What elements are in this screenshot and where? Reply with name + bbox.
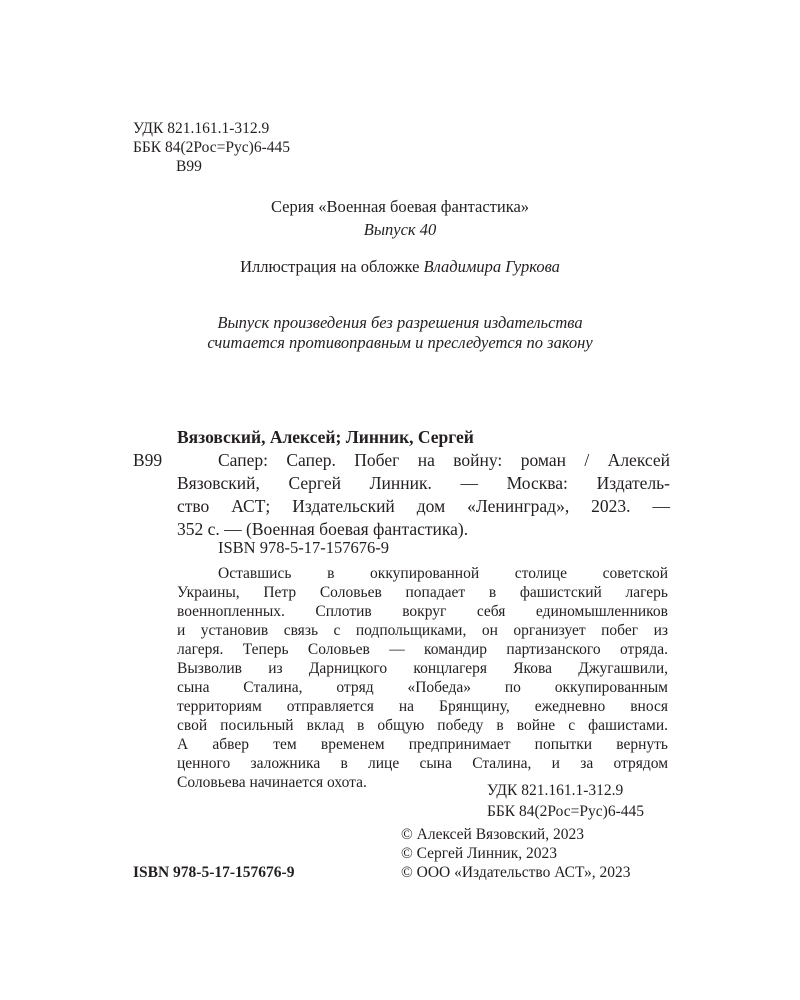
series-title: Серия «Военная боевая фантастика» (270, 197, 530, 216)
legal-notice-line-2: считается противоправным и преследуется по закону (207, 333, 593, 352)
annotation-line: свой посильный вклад в общую победу в войне с фашистами. (177, 717, 668, 734)
bottom-udk-code: УДК 821.161.1-312.9 (487, 782, 624, 799)
annotation-line: сына Сталина, отряд «Победа» по оккупированным (177, 679, 668, 696)
author-mark: В99 (176, 158, 202, 175)
catalog-isbn: ISBN 978-5-17-157676-9 (218, 538, 389, 557)
udk-code: УДК 821.161.1-312.9 (133, 120, 270, 137)
illustration-artist: Владимира Гуркова (423, 257, 560, 276)
illustration-prefix: Иллюстрация на обложке (240, 257, 420, 276)
isbn-bold: ISBN 978-5-17-157676-9 (133, 864, 295, 881)
bottom-bbk-code: ББК 84(2Рос=Рус)6-445 (487, 803, 644, 820)
catalog-authors: Вязовский, Алексей; Линник, Сергей (177, 427, 474, 447)
annotation-line: Соловьева начинается охота. (177, 774, 367, 791)
catalog-description-line: Вязовский, Сергей Линник. — Москва: Издатель- (177, 473, 670, 493)
catalog-description-line: ство АСТ; Издательский дом «Ленинград», 2023. — (177, 496, 670, 516)
copyright-line: © Сергей Линник, 2023 (401, 845, 557, 862)
annotation-line: Вызволив из Дарницкого концлагеря Якова Джугашвили, (177, 660, 668, 677)
annotation-line: военнопленных. Сплотив вокруг себя единомышленников (177, 603, 668, 620)
catalog-description-line: Сапер: Сапер. Побег на войну: роман / Алексей (218, 450, 670, 470)
illustration-credit (0, 257, 800, 277)
catalog-mark: В99 (133, 450, 163, 470)
copyright-line: © Алексей Вязовский, 2023 (401, 826, 584, 843)
bbk-code: ББК 84(2Рос=Рус)6-445 (133, 139, 290, 156)
annotation-line: Украины, Петр Соловьев попадает в фашистский лагерь (177, 584, 668, 601)
catalog-description-line: 352 с. — (Военная боевая фантастика). (177, 519, 469, 539)
annotation-line: Оставшись в оккупированной столице советской (218, 565, 668, 582)
annotation-line: территориям отправляется на Брянщину, ежедневно внося (177, 698, 668, 715)
legal-notice-line-1: Выпуск произведения без разрешения издательства (217, 313, 583, 332)
copyright-line: © ООО «Издательство АСТ», 2023 (401, 864, 631, 881)
annotation-line: ценного заложника в лице сына Сталина, и за отрядом (177, 755, 668, 772)
annotation-line: лагеря. Теперь Соловьев — командир партизанского отряда. (177, 641, 668, 658)
annotation-line: и установив связь с подпольщиками, он организует побег из (177, 622, 668, 639)
series-issue: Выпуск 40 (363, 220, 437, 239)
annotation-line: А абвер тем временем предпринимает попытки вернуть (177, 736, 668, 753)
